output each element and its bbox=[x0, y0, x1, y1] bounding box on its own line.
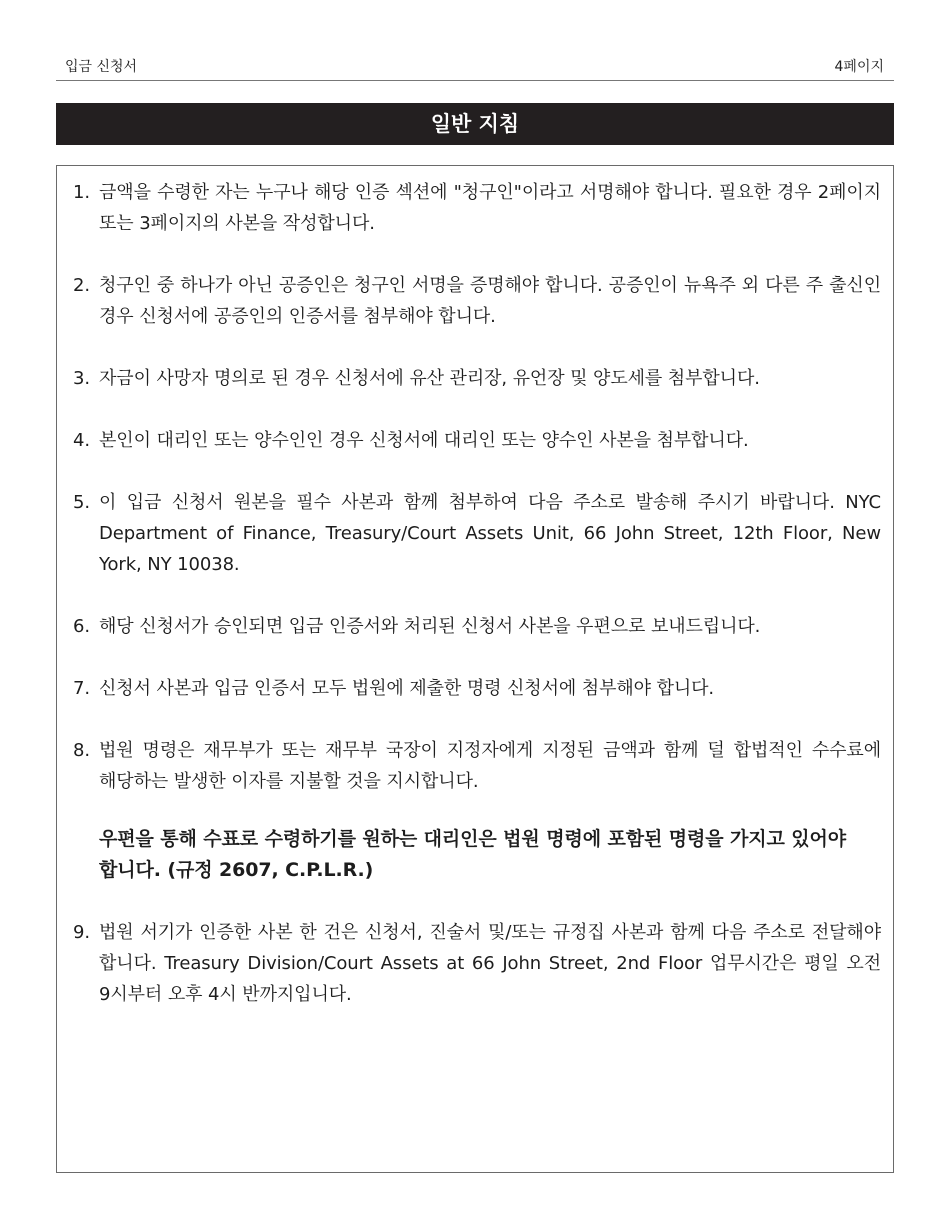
instruction-text: 신청서 사본과 입금 인증서 모두 법원에 제출한 명령 신청서에 첨부해야 합니다. bbox=[99, 678, 715, 699]
instruction-item bbox=[57, 487, 893, 580]
section-heading: 일반 지침 bbox=[56, 103, 894, 145]
instruction-list bbox=[57, 177, 893, 1041]
instruction-number: 6. bbox=[73, 616, 90, 637]
instruction-number: 3. bbox=[73, 368, 90, 389]
instruction-item bbox=[57, 177, 893, 239]
page-number: 4페이지 bbox=[834, 59, 884, 75]
instruction-item bbox=[57, 611, 893, 642]
instruction-item bbox=[57, 270, 893, 332]
instruction-item bbox=[57, 425, 893, 456]
instruction-text: 자금이 사망자 명의로 된 경우 신청서에 유산 관리장, 유언장 및 양도세를 첨부합니다. bbox=[99, 368, 760, 389]
instruction-text: 금액을 수령한 자는 누구나 해당 인증 섹션에 "청구인"이라고 서명해야 합니다. 필요한 경우 2페이지 또는 3페이지의 사본을 작성합니다. bbox=[99, 182, 881, 234]
instruction-number: 1. bbox=[73, 182, 90, 203]
instruction-text: 법원 서기가 인증한 사본 한 건은 신청서, 진술서 및/또는 규정집 사본과 함께 다음 주소로 전달해야 합니다. Treasury Division/Court Assets at 66 John Street, 2nd Floor 업무시간은 평일 오전 9시부터 오후 4시 반까지입니다. bbox=[99, 922, 881, 1005]
instructions-box bbox=[56, 165, 894, 1173]
instruction-text: 본인이 대리인 또는 양수인인 경우 신청서에 대리인 또는 양수인 사본을 첨부합니다. bbox=[99, 430, 749, 451]
instruction-item bbox=[57, 673, 893, 704]
running-header bbox=[56, 55, 894, 81]
instruction-number: 5. bbox=[73, 492, 90, 513]
instruction-text: 청구인 중 하나가 아닌 공증인은 청구인 서명을 증명해야 합니다. 공증인이 뉴욕주 외 다른 주 출신인 경우 신청서에 공증인의 인증서를 첨부해야 합니다. bbox=[99, 275, 881, 327]
instruction-item bbox=[57, 917, 893, 1010]
instruction-number: 2. bbox=[73, 275, 90, 296]
instruction-number: 7. bbox=[73, 678, 90, 699]
instruction-number: 4. bbox=[73, 430, 90, 451]
document-title: 입금 신청서 bbox=[65, 59, 138, 75]
instruction-number: 9. bbox=[73, 922, 90, 943]
instruction-item bbox=[57, 735, 893, 797]
instruction-text: 법원 명령은 재무부가 또는 재무부 국장이 지정자에게 지정된 금액과 함께 덜 합법적인 수수료에 해당하는 발생한 이자를 지불할 것을 지시합니다. bbox=[99, 740, 881, 792]
instruction-item bbox=[57, 363, 893, 394]
notice-block bbox=[57, 824, 893, 886]
instruction-number: 8. bbox=[73, 740, 90, 761]
bold-notice: 우편을 통해 수표로 수령하기를 원하는 대리인은 법원 명령에 포함된 명령을 가지고 있어야 합니다. (규정 2607, C.P.L.R.) bbox=[99, 828, 847, 881]
instruction-text: 해당 신청서가 승인되면 입금 인증서와 처리된 신청서 사본을 우편으로 보내드립니다. bbox=[99, 616, 761, 637]
instruction-text: 이 입금 신청서 원본을 필수 사본과 함께 첨부하여 다음 주소로 발송해 주시기 바랍니다. NYC Department of Finance, Treasury/Court Assets Unit, 66 John Street, 12th Floor, New York, NY 10038. bbox=[99, 492, 881, 575]
